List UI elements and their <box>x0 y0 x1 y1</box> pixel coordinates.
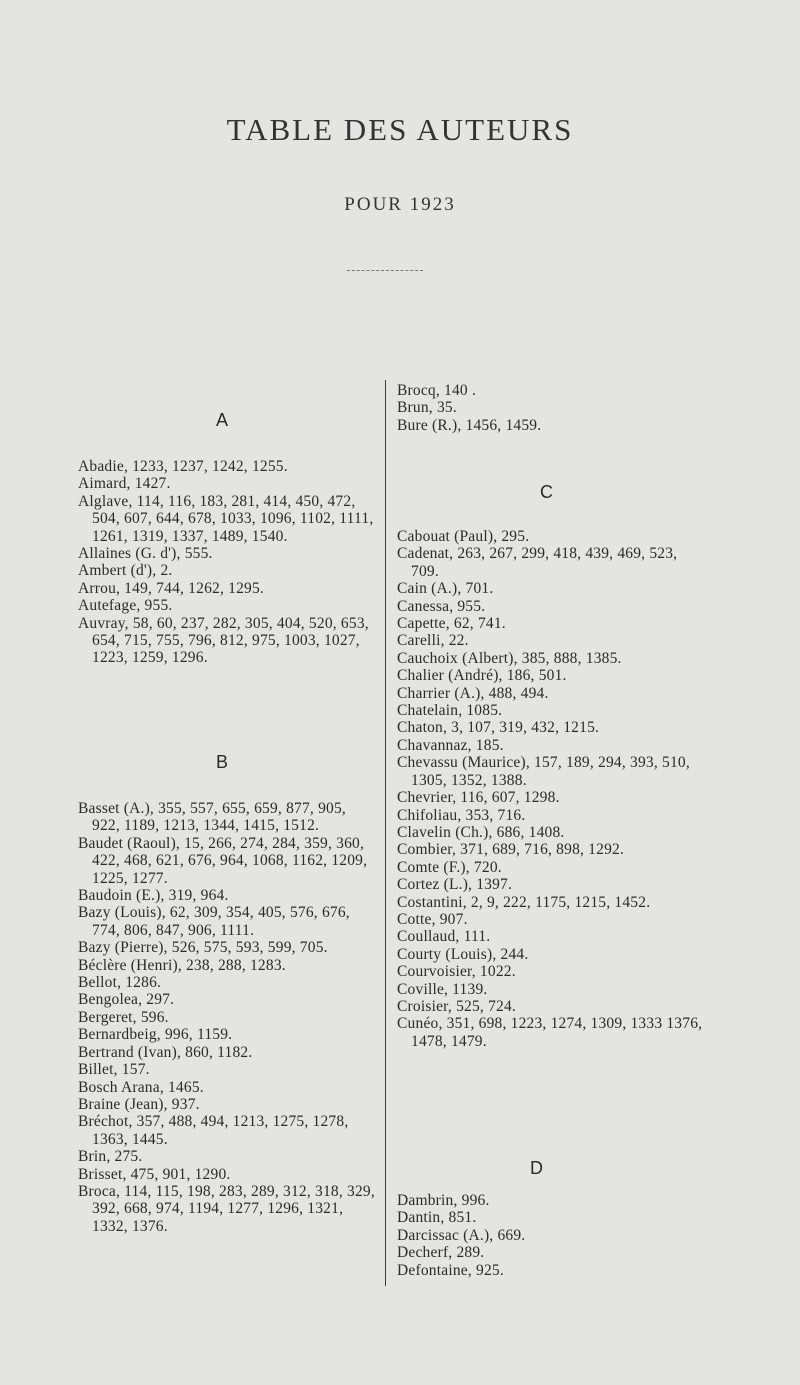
author-entry: Dambrin, 996. <box>397 1192 490 1209</box>
author-entry: Costantini, 2, 9, 222, 1175, 1215, 1452. <box>397 893 651 911</box>
author-entry: Béclère (Henri), 238, 288, 1283. <box>78 956 286 974</box>
author-entry: Croisier, 525, 724. <box>397 997 516 1015</box>
author-entry: Ambert (d'), 2. <box>78 562 173 580</box>
author-entry: Charrier (A.), 488, 494. <box>397 684 549 702</box>
author-entry: Comte (F.), 720. <box>397 858 502 876</box>
author-entry: Baudoin (E.), 319, 964. <box>78 887 229 905</box>
author-entry: Arrou, 149, 744, 1262, 1295. <box>78 579 264 597</box>
author-entry: Courty (Louis), 244. <box>397 945 529 963</box>
author-entry: Bengolea, 297. <box>78 991 175 1009</box>
author-entry: Allaines (G. d'), 555. <box>78 545 213 563</box>
author-entry: Cain (A.), 701. <box>397 580 494 598</box>
column-divider <box>385 380 386 1286</box>
author-entry: Dantin, 851. <box>397 1209 477 1227</box>
section-a-list <box>78 458 376 667</box>
section-letter-b: B <box>216 752 229 772</box>
author-entry: Cauchoix (Albert), 385, 888, 1385. <box>397 649 622 667</box>
author-entry: Brisset, 475, 901, 1290. <box>78 1165 231 1183</box>
author-entry: Auvray, 58, 60, 237, 282, 305, 404, 520, 653, 654, 715, 755, 796, 812, 975, 1003, 1027, 1223, 1259, 1296. <box>78 614 369 667</box>
author-entry: Bréchot, 357, 488, 494, 1213, 1275, 1278, 1363, 1445. <box>78 1113 349 1148</box>
author-entry: Bellot, 1286. <box>78 974 162 992</box>
author-entry: Chevrier, 116, 607, 1298. <box>397 789 560 807</box>
author-entry: Canessa, 955. <box>397 597 486 615</box>
author-entry: Bazy (Louis), 62, 309, 354, 405, 576, 676, 774, 806, 847, 906, 1111. <box>78 904 350 939</box>
author-entry: Brun, 35. <box>397 399 457 417</box>
author-entry: Chalier (André), 186, 501. <box>397 667 567 685</box>
section-c-list <box>397 528 707 1050</box>
author-entry: Bazy (Pierre), 526, 575, 593, 599, 705. <box>78 939 328 957</box>
author-entry: Aimard, 1427. <box>78 475 171 493</box>
page-subtitle: POUR 1923 <box>344 194 456 215</box>
author-entry: Clavelin (Ch.), 686, 1408. <box>397 823 565 841</box>
section-b-list <box>78 800 376 1235</box>
author-entry: Bure (R.), 1456, 1459. <box>397 416 542 434</box>
author-entry: Bernardbeig, 996, 1159. <box>78 1026 233 1044</box>
author-entry: Bosch Arana, 1465. <box>78 1078 204 1096</box>
author-entry: Brocq, 140 . <box>397 382 477 399</box>
author-entry: Cortez (L.), 1397. <box>397 876 513 894</box>
author-entry: Cotte, 907. <box>397 910 468 928</box>
author-entry: Capette, 62, 741. <box>397 615 506 633</box>
author-entry: Bergeret, 596. <box>78 1008 169 1026</box>
author-entry: Decherf, 289. <box>397 1244 485 1262</box>
author-entry: Billet, 157. <box>78 1061 150 1079</box>
section-d-list <box>397 1192 707 1279</box>
author-entry: Cabouat (Paul), 295. <box>397 528 530 545</box>
author-entry: Courvoisier, 1022. <box>397 963 516 981</box>
author-entry: Defontaine, 925. <box>397 1261 504 1279</box>
author-entry: Combier, 371, 689, 716, 898, 1292. <box>397 841 625 859</box>
author-entry: Cunéo, 351, 698, 1223, 1274, 1309, 1333 1376, 1478, 1479. <box>397 1015 703 1050</box>
author-entry: Cadenat, 263, 267, 299, 418, 439, 469, 523, 709. <box>397 545 678 580</box>
author-entry: Chatelain, 1085. <box>397 702 503 720</box>
author-entry: Basset (A.), 355, 557, 655, 659, 877, 905, 922, 1189, 1213, 1344, 1415, 1512. <box>78 800 347 835</box>
author-entry: Braine (Jean), 937. <box>78 1095 200 1113</box>
title-ornament-rule <box>347 270 423 273</box>
author-entry: Alglave, 114, 116, 183, 281, 414, 450, 472, 504, 607, 644, 678, 1033, 1096, 1102, 1111, 1261, 1319, 1337, 1489, 1540. <box>78 492 374 545</box>
author-entry: Darcissac (A.), 669. <box>397 1226 526 1244</box>
author-entry: Chavannaz, 185. <box>397 736 504 754</box>
author-entry: Chifoliau, 353, 716. <box>397 806 526 824</box>
author-entry: Coullaud, 111. <box>397 928 491 946</box>
author-entry: Chaton, 3, 107, 319, 432, 1215. <box>397 719 600 737</box>
author-entry: Carelli, 22. <box>397 632 469 650</box>
section-letter-a: A <box>216 410 229 430</box>
section-b-continued-list <box>397 382 707 434</box>
section-letter-c: C <box>540 482 553 502</box>
section-letter-d: D <box>530 1158 543 1178</box>
author-entry: Bertrand (Ivan), 860, 1182. <box>78 1043 253 1061</box>
author-entry: Brin, 275. <box>78 1148 143 1166</box>
page-title: TABLE DES AUTEURS <box>226 112 574 147</box>
author-entry: Autefage, 955. <box>78 597 173 615</box>
author-entry: Abadie, 1233, 1237, 1242, 1255. <box>78 458 288 475</box>
author-entry: Coville, 1139. <box>397 980 488 998</box>
author-entry: Baudet (Raoul), 15, 266, 274, 284, 359, 360, 422, 468, 621, 676, 964, 1068, 1162, 1209, 1225, 1277. <box>78 834 368 887</box>
author-entry: Chevassu (Maurice), 157, 189, 294, 393, 510, 1305, 1352, 1388. <box>397 754 690 789</box>
author-entry: Broca, 114, 115, 198, 283, 289, 312, 318, 329, 392, 668, 974, 1194, 1277, 1296, 1321, 1332, 1376. <box>78 1182 375 1235</box>
